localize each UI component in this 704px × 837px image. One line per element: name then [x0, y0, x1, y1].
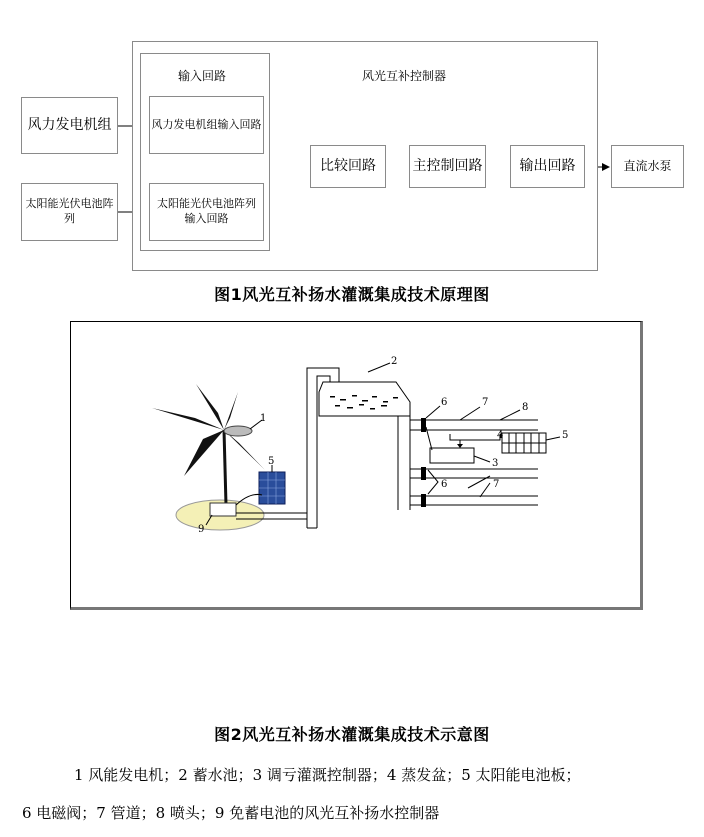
label-1: 1: [260, 413, 267, 424]
wind-unit-box: 风力发电机组: [21, 97, 118, 154]
label-9: 9: [198, 524, 205, 535]
compare-loop-box: 比较回路: [310, 145, 386, 188]
solar-input-loop-line2: 输入回路: [184, 212, 229, 225]
label-5-left: 5: [268, 456, 275, 467]
output-loop-box: 输出回路: [510, 145, 585, 188]
label-8: 8: [522, 402, 529, 413]
label-7a: 7: [482, 397, 489, 408]
valve-2: [421, 467, 426, 480]
fig2-schematic: [0, 310, 704, 610]
dc-pump-box: 直流水泵: [611, 145, 684, 188]
label-4: 4: [497, 430, 504, 441]
irrigation-controller: [430, 448, 474, 463]
solar-input-loop-box: [149, 183, 264, 241]
solar-array-box: 太阳能光伏电池阵列: [21, 183, 118, 241]
pump-controller: [210, 503, 236, 516]
valve-1: [421, 418, 426, 432]
label-5-right: 5: [562, 430, 569, 441]
wind-input-loop-box: 风力发电机组输入回路: [149, 96, 264, 154]
figure2-caption: 图2风光互补扬水灌溉集成技术示意图: [214, 725, 490, 744]
main-control-loop-box: 主控制回路: [409, 145, 486, 188]
legend-line-1: 1 风能发电机；2 蓄水池；3 调亏灌溉控制器；4 蒸发盆；5 太阳能电池板；: [74, 766, 581, 784]
label-2: 2: [391, 356, 398, 367]
water-tank: [319, 382, 410, 416]
controller-label: 风光互补控制器: [362, 69, 447, 83]
generator-nacelle: [224, 426, 252, 436]
label-7b: 7: [493, 479, 500, 490]
solar-panel-right: [502, 433, 546, 453]
input-group-label: 输入回路: [178, 69, 227, 83]
turbine-tower: [224, 430, 226, 505]
figure1-caption: 图1风光互补扬水灌溉集成技术原理图: [214, 285, 490, 304]
label-3: 3: [492, 458, 499, 469]
label-6b: 6: [441, 479, 448, 490]
label-6a: 6: [441, 397, 448, 408]
solar-input-loop-line1: 太阳能光伏电池阵列: [157, 197, 256, 211]
valve-3: [421, 494, 426, 507]
legend-line-2: 6 电磁阀；7 管道；8 喷头；9 免蓄电池的风光互补扬水控制器: [22, 804, 440, 822]
